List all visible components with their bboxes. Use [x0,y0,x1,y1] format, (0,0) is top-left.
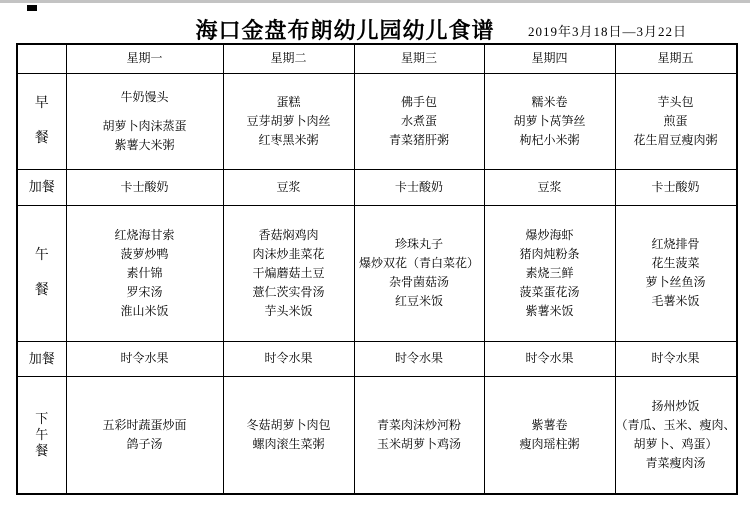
menu-line: 猪肉炖粉条 [519,246,580,261]
menu-line: 鸽子汤 [126,436,163,451]
menu-line: 珍珠丸子 [394,237,443,251]
menu-cell [615,376,737,494]
menu-line: 罗宋汤 [126,284,163,299]
menu-cell [223,205,354,341]
menu-line: 五彩时蔬蛋炒面 [102,417,187,432]
menu-cell [615,73,737,169]
menu-line: 菠菜蛋花汤 [519,284,580,299]
meal-label-char: 早 [34,96,49,111]
menu-line-spacer [67,107,223,117]
menu-line: 杂骨菌菇汤 [388,275,449,289]
menu-line: 胡萝卜莴笋丝 [513,113,586,128]
corner-cell [17,44,66,73]
menu-cell [223,341,354,376]
menu-line: 青菜瘦肉汤 [645,455,706,470]
menu-line: 红枣黑米粥 [258,132,319,147]
meal-label-cell [17,205,66,341]
menu-cell [484,376,615,494]
menu-table [16,43,738,495]
menu-line: 青菜肉沫炒河粉 [376,417,461,432]
menu-line: 香菇焖鸡肉 [258,227,319,242]
meal-label-char: 餐 [34,283,49,298]
menu-line: 螺肉滚生菜粥 [252,436,325,451]
menu-line: 爆炒双花（青白菜花） [358,256,479,270]
menu-cell [354,341,484,376]
day-header-label: 星期三 [400,51,437,66]
menu-line: 糯米卷 [531,94,568,109]
menu-cell [66,73,223,169]
menu-line: 卡士酸奶 [120,179,169,194]
menu-line: 豆浆 [537,179,562,194]
menu-line: 干煸蘑菇土豆 [252,265,325,280]
menu-line: 红烧海甘索 [114,227,175,242]
menu-line: 芋头米饭 [264,303,313,318]
menu-line: 豆浆 [276,179,301,194]
menu-line: 牛奶馒头 [120,89,169,104]
menu-line: 红豆米饭 [394,294,443,308]
day-header-label: 星期一 [126,51,163,66]
stray-mark [27,5,37,11]
menu-line: 煎蛋 [663,113,688,128]
menu-cell [354,73,484,169]
menu-cell [354,205,484,341]
menu-line: 肉沫炒韭菜花 [252,246,325,261]
day-header [484,44,615,73]
meal-label-char: 餐 [34,131,49,146]
menu-line: 豆芽胡萝卜肉丝 [246,113,331,128]
menu-line: 红烧排骨 [651,237,700,251]
menu-line: 紫薯米饭 [525,303,574,318]
menu-cell [484,169,615,205]
menu-cell [615,341,737,376]
menu-line: 菠萝炒鸭 [120,246,169,261]
menu-line: 枸杞小米粥 [519,132,580,147]
menu-line: 冬菇胡萝卜肉包 [246,417,331,432]
meal-label-char: 午 [34,248,49,263]
menu-cell [223,73,354,169]
menu-line: 花生菠菜 [651,256,700,270]
menu-line: 芋头包 [657,94,694,109]
menu-cell [66,169,223,205]
menu-line: 薏仁茨实骨汤 [252,284,325,299]
day-header-label: 星期四 [531,51,568,66]
meal-label-cell [17,169,66,205]
day-header-label: 星期五 [657,51,694,66]
menu-line: 时令水果 [394,351,443,365]
menu-line: 时令水果 [120,351,169,365]
menu-line: 时令水果 [651,351,700,365]
menu-line: 胡萝卜肉沫蒸蛋 [102,118,187,133]
meal-label-cell [17,73,66,169]
menu-line: 爆炒海虾 [525,227,574,242]
menu-line: 扬州炒饭 [651,398,700,413]
menu-cell [66,376,223,494]
menu-cell [66,205,223,341]
menu-cell [66,341,223,376]
menu-line: 瘦肉瑶柱粥 [519,436,580,451]
menu-cell [615,205,737,341]
menu-line: 水煮蛋 [400,113,437,128]
menu-cell [484,341,615,376]
meal-label-char: 餐 [35,442,49,458]
meal-label: 加餐 [28,179,55,194]
day-header [66,44,223,73]
menu-cell [223,376,354,494]
meal-label-char: 午 [35,426,49,442]
menu-line: 素什锦 [126,265,163,280]
date-range: 2019年3月18日—3月22日 [528,24,688,39]
menu-cell [223,169,354,205]
day-header [354,44,484,73]
menu-line: 萝卜丝鱼汤 [645,275,706,289]
menu-cell [354,376,484,494]
menu-line: 蛋糕 [276,94,301,109]
menu-cell [484,205,615,341]
menu-cell [615,169,737,205]
menu-cell [484,73,615,169]
menu-line: 淮山米饭 [120,303,169,318]
menu-cell [354,169,484,205]
menu-line: 佛手包 [400,94,437,109]
meal-label-cell [17,341,66,376]
menu-line: 青菜猪肝粥 [388,132,449,147]
menu-line: 时令水果 [525,351,574,365]
day-header [615,44,737,73]
day-header [223,44,354,73]
menu-line: （青瓜、玉米、瘦肉、 [615,417,736,432]
menu-line: 卡士酸奶 [651,179,700,194]
meal-label: 加餐 [28,350,55,366]
menu-line: 素烧三鲜 [525,265,574,280]
page-title: 海口金盘布朗幼儿园幼儿食谱 [195,18,495,43]
menu-line: 卡士酸奶 [394,179,443,194]
menu-line: 时令水果 [264,351,313,365]
menu-line: 玉米胡萝卜鸡汤 [376,436,461,451]
menu-line: 胡萝卜、鸡蛋） [633,436,718,451]
menu-line: 毛薯米饭 [651,294,700,308]
meal-label-cell [17,376,66,494]
menu-line: 紫薯大米粥 [114,137,175,152]
day-header-label: 星期二 [270,51,307,66]
window-top-edge [0,0,750,3]
menu-line: 花生眉豆瘦肉粥 [633,132,718,147]
meal-label-char: 下 [35,410,49,426]
menu-line: 紫薯卷 [531,417,568,432]
